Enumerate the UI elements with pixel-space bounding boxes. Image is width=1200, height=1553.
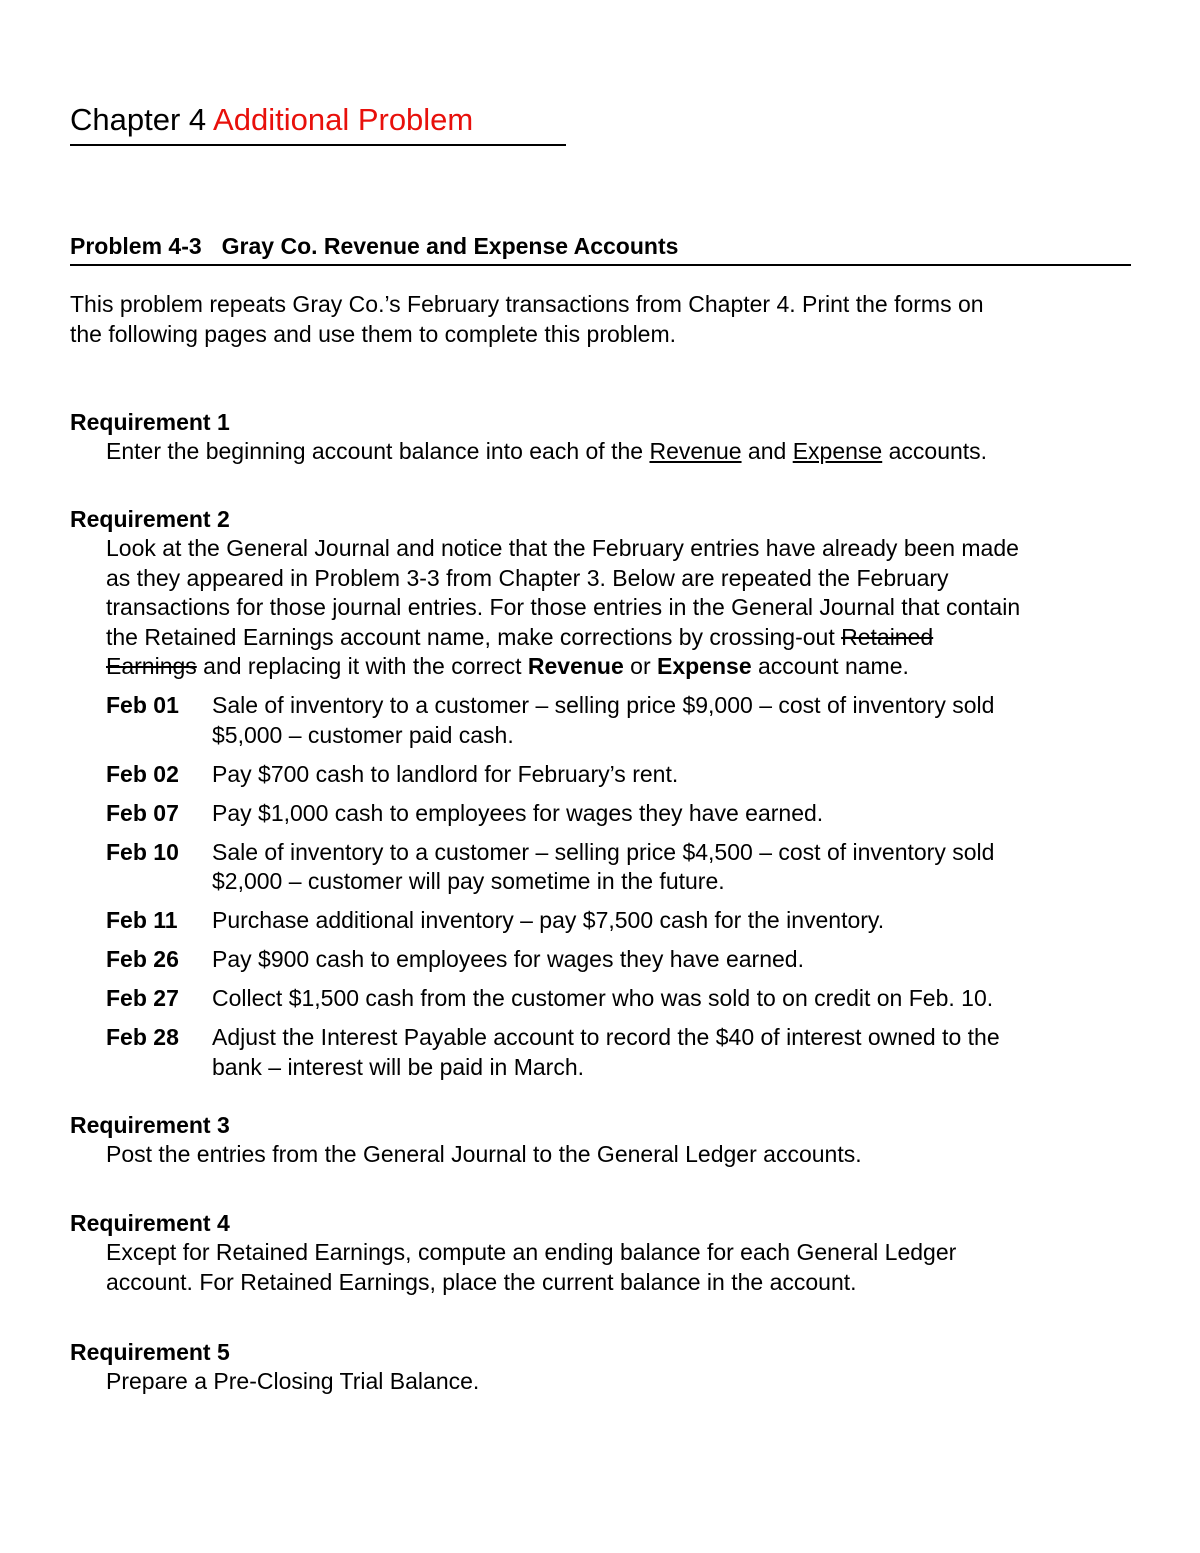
transaction-description (212, 838, 1166, 897)
problem-number: Problem 4-3 (70, 233, 202, 259)
transaction-line: bank – interest will be paid in March. (212, 1053, 585, 1080)
chapter-accent-title: Additional Problem (213, 102, 474, 137)
intro-line: This problem repeats Gray Co.’s February transactions from Chapter 4. Print the forms on (70, 291, 984, 317)
transaction-description (212, 691, 1166, 750)
transaction-row (106, 760, 1166, 790)
req2-line (106, 623, 1156, 653)
req1-text: Enter the beginning account balance into each of the (106, 438, 650, 464)
req2-text: account name. (751, 653, 909, 679)
requirement-3-title: Requirement 3 (70, 1112, 230, 1138)
struck-retained: Retained (841, 623, 934, 650)
transaction-date: Feb 02 (106, 760, 179, 787)
transaction-line: Sale of inventory to a customer – selling price $4,500 – cost of inventory sold (212, 838, 995, 865)
transaction-line: Adjust the Interest Payable account to record the $40 of interest owned to the (212, 1024, 1000, 1050)
chapter-title (70, 100, 566, 146)
req2-line: as they appeared in Problem 3-3 from Chapter 3. Below are repeated the February (106, 564, 949, 591)
requirement-5-body: Prepare a Pre-Closing Trial Balance. (106, 1368, 480, 1394)
transaction-line: $2,000 – customer will pay sometime in the future. (212, 868, 725, 894)
transaction-line: Collect $1,500 cash from the customer who was sold to on credit on Feb. 10. (212, 985, 994, 1011)
req2-text: and replacing it with the correct (196, 653, 528, 679)
requirement-2-title: Requirement 2 (70, 506, 230, 532)
requirement-2-body (106, 534, 1156, 682)
struck-earnings: Earnings (106, 653, 197, 679)
transaction-date: Feb 27 (106, 985, 179, 1011)
transaction-row (106, 691, 1166, 750)
transaction-description (212, 1023, 1166, 1082)
problem-title: Gray Co. Revenue and Expense Accounts (221, 233, 679, 259)
transaction-date: Feb 10 (106, 838, 179, 865)
transaction-description (212, 760, 1166, 790)
req2-text: or (623, 653, 657, 679)
expense-underlined: Expense (792, 438, 883, 464)
transaction-row (106, 906, 1166, 936)
transaction-description (212, 945, 1166, 975)
transaction-row (106, 945, 1166, 975)
transaction-line: $5,000 – customer paid cash. (212, 721, 514, 748)
bold-expense: Expense (657, 653, 752, 679)
transaction-line: Pay $900 cash to employees for wages they have earned. (212, 946, 804, 972)
req2-text: the Retained Earnings account name, make corrections by crossing-out (106, 623, 842, 650)
transaction-description (212, 906, 1166, 936)
bold-revenue: Revenue (527, 653, 624, 679)
transaction-date: Feb 01 (106, 692, 179, 718)
transaction-list (106, 691, 1166, 1092)
transaction-date: Feb 11 (106, 907, 178, 933)
req1-text: and (741, 438, 793, 464)
transaction-description (212, 984, 1166, 1014)
transaction-row (106, 1023, 1166, 1082)
requirement-5-title: Requirement 5 (70, 1339, 230, 1365)
req2-line: Look at the General Journal and notice that the February entries have already been made (106, 535, 1019, 561)
req2-line (106, 652, 1156, 682)
req2-line: transactions for those journal entries. For those entries in the General Journal that contain (106, 594, 1021, 620)
transaction-date: Feb 28 (106, 1024, 179, 1050)
requirement-1-title: Requirement 1 (70, 409, 230, 435)
requirement-1-body (106, 437, 1156, 467)
transaction-row (106, 838, 1166, 897)
revenue-underlined: Revenue (649, 438, 742, 464)
transaction-line: Pay $700 cash to landlord for February’s rent. (212, 760, 679, 787)
intro-line: the following pages and use them to complete this problem. (70, 321, 677, 347)
requirement-4-title: Requirement 4 (70, 1210, 230, 1236)
transaction-description (212, 799, 1166, 829)
req1-text: accounts. (882, 438, 988, 464)
requirement-4-body (106, 1238, 1156, 1297)
transaction-line: Pay $1,000 cash to employees for wages they have earned. (212, 799, 824, 826)
transaction-date: Feb 26 (106, 946, 179, 972)
intro-paragraph (70, 289, 1150, 349)
chapter-label: Chapter 4 (70, 102, 207, 137)
req4-line: account. For Retained Earnings, place the current balance in the account. (106, 1268, 857, 1295)
transaction-line: Sale of inventory to a customer – selling price $9,000 – cost of inventory sold (212, 692, 995, 718)
transaction-date: Feb 07 (106, 799, 179, 826)
problem-heading (70, 231, 1131, 266)
transaction-row (106, 799, 1166, 829)
req4-line: Except for Retained Earnings, compute an ending balance for each General Ledger (106, 1239, 957, 1265)
transaction-line: Purchase additional inventory – pay $7,500 cash for the inventory. (212, 907, 885, 933)
requirement-3-body: Post the entries from the General Journal to the General Ledger accounts. (106, 1141, 862, 1167)
transaction-row (106, 984, 1166, 1014)
